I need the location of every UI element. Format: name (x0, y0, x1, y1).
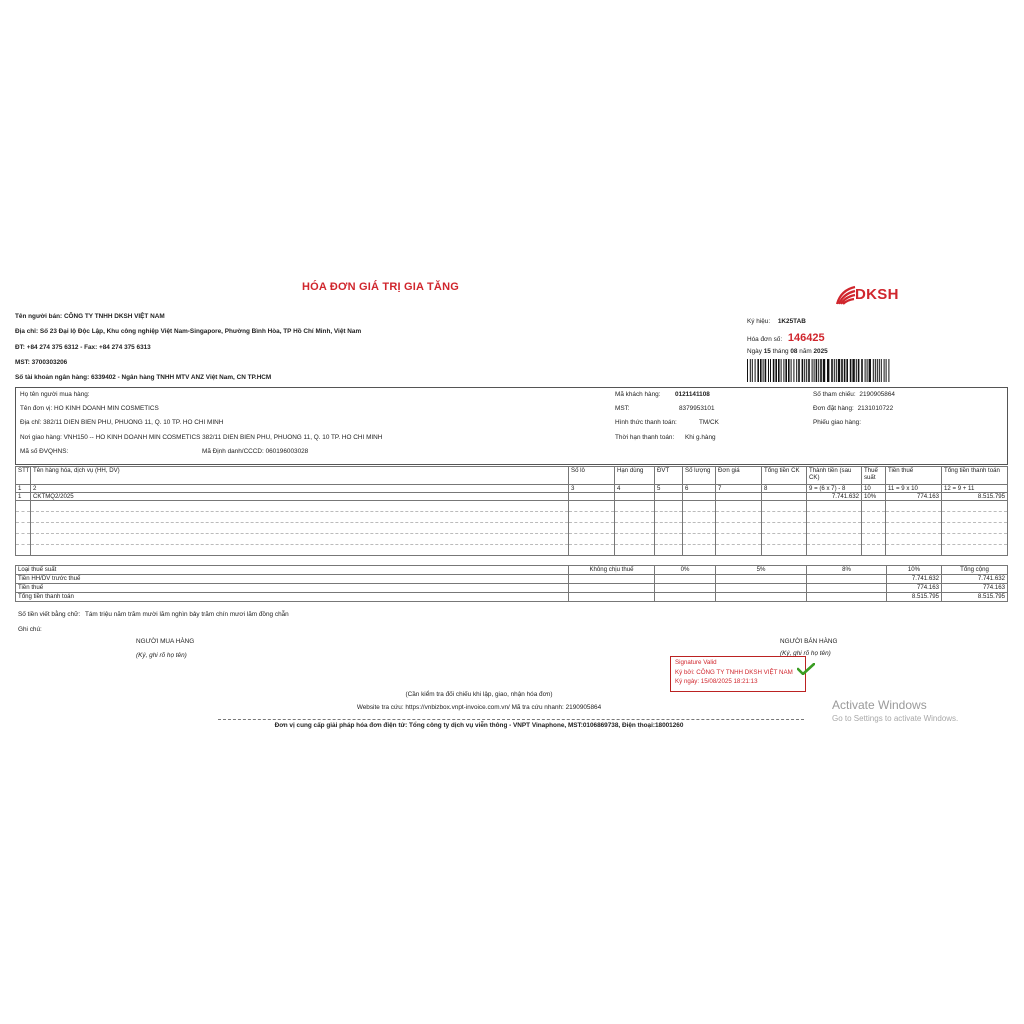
row-amount: 7.741.632 (807, 493, 862, 501)
date-prefix: Ngày (747, 348, 762, 355)
empty-row (16, 545, 1008, 556)
row-expiry (615, 493, 655, 501)
pretax-total: 7.741.632 (942, 575, 1008, 584)
buyer-mst-row (615, 405, 715, 413)
amount-in-words-row (18, 611, 289, 619)
row-unit-price (716, 493, 762, 501)
checkmark-icon (797, 663, 815, 675)
order-value: 2131010722 (857, 405, 894, 412)
grand-10: 8.515.795 (887, 593, 942, 602)
index-cell: 10 (862, 485, 886, 493)
dksh-logo-icon (835, 284, 857, 306)
reference-value: 2190905864 (859, 391, 895, 398)
buyer-dvqhns-label: Mã số ĐVQHNS: (20, 448, 69, 455)
rate-header: 8% (807, 566, 887, 575)
col-header: Số lượng (683, 467, 716, 485)
payment-term-row (615, 434, 716, 442)
row-tax-amount: 774.163 (886, 493, 942, 501)
index-cell: 7 (716, 485, 762, 493)
empty-row (16, 501, 1008, 512)
rate-header: Không chịu thuế (569, 566, 655, 575)
summary-rate-row (16, 566, 1008, 575)
customer-code-row (615, 391, 710, 399)
series-value: 1K25TAB (777, 318, 806, 325)
invoice-number-row (747, 334, 825, 344)
grand-label: Tổng tiền thanh toán (16, 593, 569, 602)
signature-date: Ký ngày: 15/08/2025 18:21:13 (675, 678, 758, 685)
seller-name-label: Tên người bán: (15, 313, 63, 320)
signature-signer: Ký bởi: CÔNG TY TNHH DKSH VIỆT NAM (675, 669, 793, 676)
table-header-row (16, 467, 1008, 485)
footer-divider (218, 719, 804, 720)
seller-sign-title: NGƯỜI BÁN HÀNG (780, 638, 838, 645)
buyer-address: Địa chỉ: 382/11 DIEN BIEN PHU, PHUONG 11, Q. 10 TP. HO CHI MINH (20, 419, 224, 426)
payment-method-row (615, 419, 719, 427)
col-header: Hạn dùng (615, 467, 655, 485)
payment-method-value: TM/CK (699, 419, 719, 426)
date-month: 08 (790, 348, 798, 355)
row-lot (569, 493, 615, 501)
invoice-title: HÓA ĐƠN GIÁ TRỊ GIA TĂNG (302, 281, 459, 293)
series-label: Ký hiệu: (747, 318, 771, 325)
index-cell: 1 (16, 485, 31, 493)
row-tax-rate: 10% (862, 493, 886, 501)
activate-windows-subtitle[interactable]: Go to Settings to activate Windows. (832, 714, 959, 723)
seller-bank: Số tài khoản ngân hàng: 6339402 - Ngân hàng TNHH MTV ANZ Việt Nam, CN TP.HCM (15, 374, 272, 381)
index-cell: 2 (31, 485, 569, 493)
customer-code-label: Mã khách hàng: (615, 391, 661, 398)
signature-valid-text: Signature Valid (675, 659, 717, 666)
rate-label: Loại thuế suất (16, 566, 569, 575)
digital-signature-box[interactable] (670, 656, 806, 692)
col-header: Số lô (569, 467, 615, 485)
seller-sign-hint: (Ký, ghi rõ họ tên) (780, 650, 831, 657)
dksh-logo (835, 282, 925, 312)
invoice-date-row (747, 348, 828, 356)
seller-phone: ĐT: +84 274 375 6312 - Fax: +84 274 375 6313 (15, 344, 151, 351)
barcode-image (747, 359, 890, 382)
index-cell: 6 (683, 485, 716, 493)
index-cell: 11 = 9 x 10 (886, 485, 942, 493)
order-row (813, 405, 893, 413)
delivery-slip-label: Phiếu giao hàng: (813, 419, 861, 426)
reference-label: Số tham chiếu: (813, 391, 856, 398)
pretax-10: 7.741.632 (887, 575, 942, 584)
row-discount (762, 493, 807, 501)
lookup-info: Website tra cứu: https://vnbizbox.vnpt-invoice.com.vn/ Mã tra cứu nhanh: 2190905864 (356, 704, 602, 711)
buyer-id-number: Mã Định danh/CCCD: 060196003028 (202, 448, 309, 455)
col-header: Thành tiền (sau CK) (807, 467, 862, 485)
tax-label: Tiền thuế (16, 584, 569, 593)
payment-term-value: Khi g.hàng (685, 434, 716, 441)
check-note: (Cần kiểm tra đối chiếu khi lập, giao, nhận hóa đơn) (405, 691, 553, 698)
buyer-sign-hint: (Ký, ghi rõ họ tên) (136, 652, 187, 659)
reference-row (813, 391, 895, 399)
buyer-person-label: Họ tên người mua hàng: (20, 391, 90, 398)
notes-label: Ghi chú: (18, 626, 42, 633)
provider-info: Đơn vị cung cấp giải pháp hóa đơn điện tử: Tổng công ty dịch vụ viễn thông - VNPT Vinaphone, MST:0106869738, Điện thoại:18001260 (274, 722, 684, 729)
grand-total: 8.515.795 (942, 593, 1008, 602)
date-month-label: tháng (772, 348, 789, 355)
index-cell: 3 (569, 485, 615, 493)
summary-pretax-row (16, 575, 1008, 584)
index-cell: 4 (615, 485, 655, 493)
activate-windows-title: Activate Windows (832, 698, 927, 712)
table-index-row (16, 485, 1008, 493)
buyer-sign-title: NGƯỜI MUA HÀNG (136, 638, 195, 645)
buyer-mst-label: MST: (615, 405, 630, 412)
index-cell: 8 (762, 485, 807, 493)
col-header: Tổng tiền thanh toán (942, 467, 1008, 485)
tax-total: 774.163 (942, 584, 1008, 593)
tax-10: 774.163 (887, 584, 942, 593)
payment-term-label: Thời hạn thanh toán: (615, 434, 675, 441)
index-cell: 9 = (6 x 7) - 8 (807, 485, 862, 493)
col-header: Tổng tiền CK (762, 467, 807, 485)
table-row (16, 493, 1008, 501)
customer-code-value: 0121141108 (675, 391, 710, 398)
index-cell: 12 = 9 + 11 (942, 485, 1008, 493)
pretax-label: Tiền HH/DV trước thuế (16, 575, 569, 584)
row-stt: 1 (16, 493, 31, 501)
payment-method-label: Hình thức thanh toán: (615, 419, 677, 426)
rate-header: Tổng cộng (942, 566, 1008, 575)
amount-words-label: Số tiền viết bằng chữ: (18, 611, 81, 618)
rate-header: 0% (655, 566, 716, 575)
date-year-label: năm (799, 348, 812, 355)
amount-words: Tám triệu năm trăm mười lăm nghìn bảy trăm chín mươi lăm đồng chẵn (84, 611, 289, 618)
invoice-number-value: 146425 (787, 332, 825, 344)
buyer-mst-value: 8379953101 (679, 405, 715, 412)
date-day: 15 (763, 348, 771, 355)
col-header: Tiền thuế (886, 467, 942, 485)
index-cell: 5 (655, 485, 683, 493)
summary-grand-row (16, 593, 1008, 602)
logo-text: DKSH (855, 286, 899, 303)
row-total: 8.515.795 (942, 493, 1008, 501)
seller-tax-code: MST: 3700303206 (15, 359, 68, 366)
date-year: 2025 (813, 348, 828, 355)
seller-address: Địa chỉ: Số 23 Đại lộ Độc Lập, Khu công nghiệp Việt Nam-Singapore, Phường Bình Hòa, TP Hồ Chí Minh, Việt Nam (15, 328, 362, 335)
empty-row (16, 534, 1008, 545)
summary-tax-row (16, 584, 1008, 593)
buyer-unit: Tên đơn vị: HO KINH DOANH MIN COSMETICS (20, 405, 159, 412)
buyer-delivery-place: Nơi giao hàng: VNH150 -- HO KINH DOANH MIN COSMETICS 382/11 DIEN BIEN PHU, PHUONG 11, Q. 10 TP. HO CHI MINH (20, 434, 383, 441)
series-row (747, 318, 806, 326)
col-header: STT (16, 467, 31, 485)
row-item-name: CKTMQ2/2025 (31, 493, 569, 501)
rate-header: 5% (716, 566, 807, 575)
rate-header: 10% (887, 566, 942, 575)
empty-row (16, 512, 1008, 523)
row-unit (655, 493, 683, 501)
order-label: Đơn đặt hàng: (813, 405, 854, 412)
col-header: Tên hàng hóa, dịch vụ (HH, DV) (31, 467, 569, 485)
col-header: ĐVT (655, 467, 683, 485)
seller-name-row (15, 313, 165, 321)
row-qty (683, 493, 716, 501)
col-header: Thuế suất (862, 467, 886, 485)
col-header: Đơn giá (716, 467, 762, 485)
invoice-number-label: Hóa đơn số: (747, 336, 783, 343)
items-table (15, 466, 1008, 556)
empty-row (16, 523, 1008, 534)
tax-summary-table (15, 565, 1008, 602)
seller-name-value: CÔNG TY TNHH DKSH VIỆT NAM (63, 313, 165, 320)
